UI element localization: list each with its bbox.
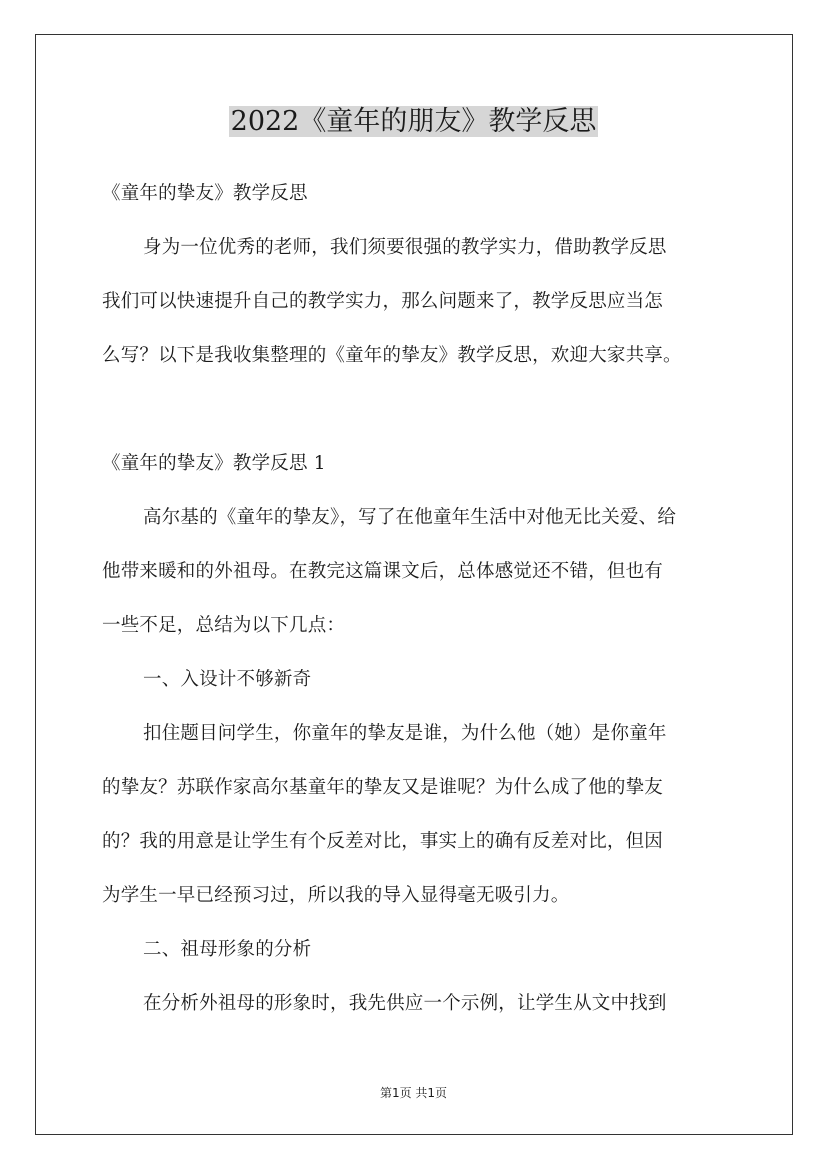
subtitle-line: 《童年的挚友》教学反思 <box>102 183 308 204</box>
blank-spacer <box>102 383 734 437</box>
document-body <box>102 167 734 1031</box>
paragraph-line: 我们可以快速提升自己的教学实力，那么问题来了，教学反思应当怎 <box>102 291 664 312</box>
document-title-text: 2022《童年的朋友》教学反思 <box>230 106 597 137</box>
paragraph-line: 他带来暖和的外祖母。在教完这篇课文后，总体感觉还不错，但也有 <box>102 561 664 582</box>
paragraph-line: 的挚友？苏联作家高尔基童年的挚友又是谁呢？为什么成了他的挚友 <box>102 777 664 798</box>
document-title <box>0 100 827 144</box>
paragraph-line: 为学生一早已经预习过，所以我的导入显得毫无吸引力。 <box>102 885 570 906</box>
paragraph-line: 一些不足，总结为以下几点： <box>102 615 346 636</box>
paragraph-line: 的？我的用意是让学生有个反差对比，事实上的确有反差对比，但因 <box>102 831 664 852</box>
subsection-heading: 一、入设计不够新奇 <box>143 669 312 690</box>
paragraph-line: 扣住题目问学生，你童年的挚友是谁，为什么他（她）是你童年 <box>143 723 667 744</box>
paragraph-line: 在分析外祖母的形象时，我先供应一个示例，让学生从文中找到 <box>143 993 667 1014</box>
paragraph-line: 么写？以下是我收集整理的《童年的挚友》教学反思，欢迎大家共享。 <box>102 345 682 366</box>
section-heading: 《童年的挚友》教学反思 1 <box>102 453 326 474</box>
subsection-heading: 二、祖母形象的分析 <box>143 939 312 960</box>
paragraph-line: 高尔基的《童年的挚友》，写了在他童年生活中对他无比关爱、给 <box>143 507 677 528</box>
paragraph-line: 身为一位优秀的老师，我们须要很强的教学实力，借助教学反思 <box>143 237 667 258</box>
page-footer <box>0 1083 827 1103</box>
page-number-label: 第1页 共1页 <box>379 1086 448 1100</box>
